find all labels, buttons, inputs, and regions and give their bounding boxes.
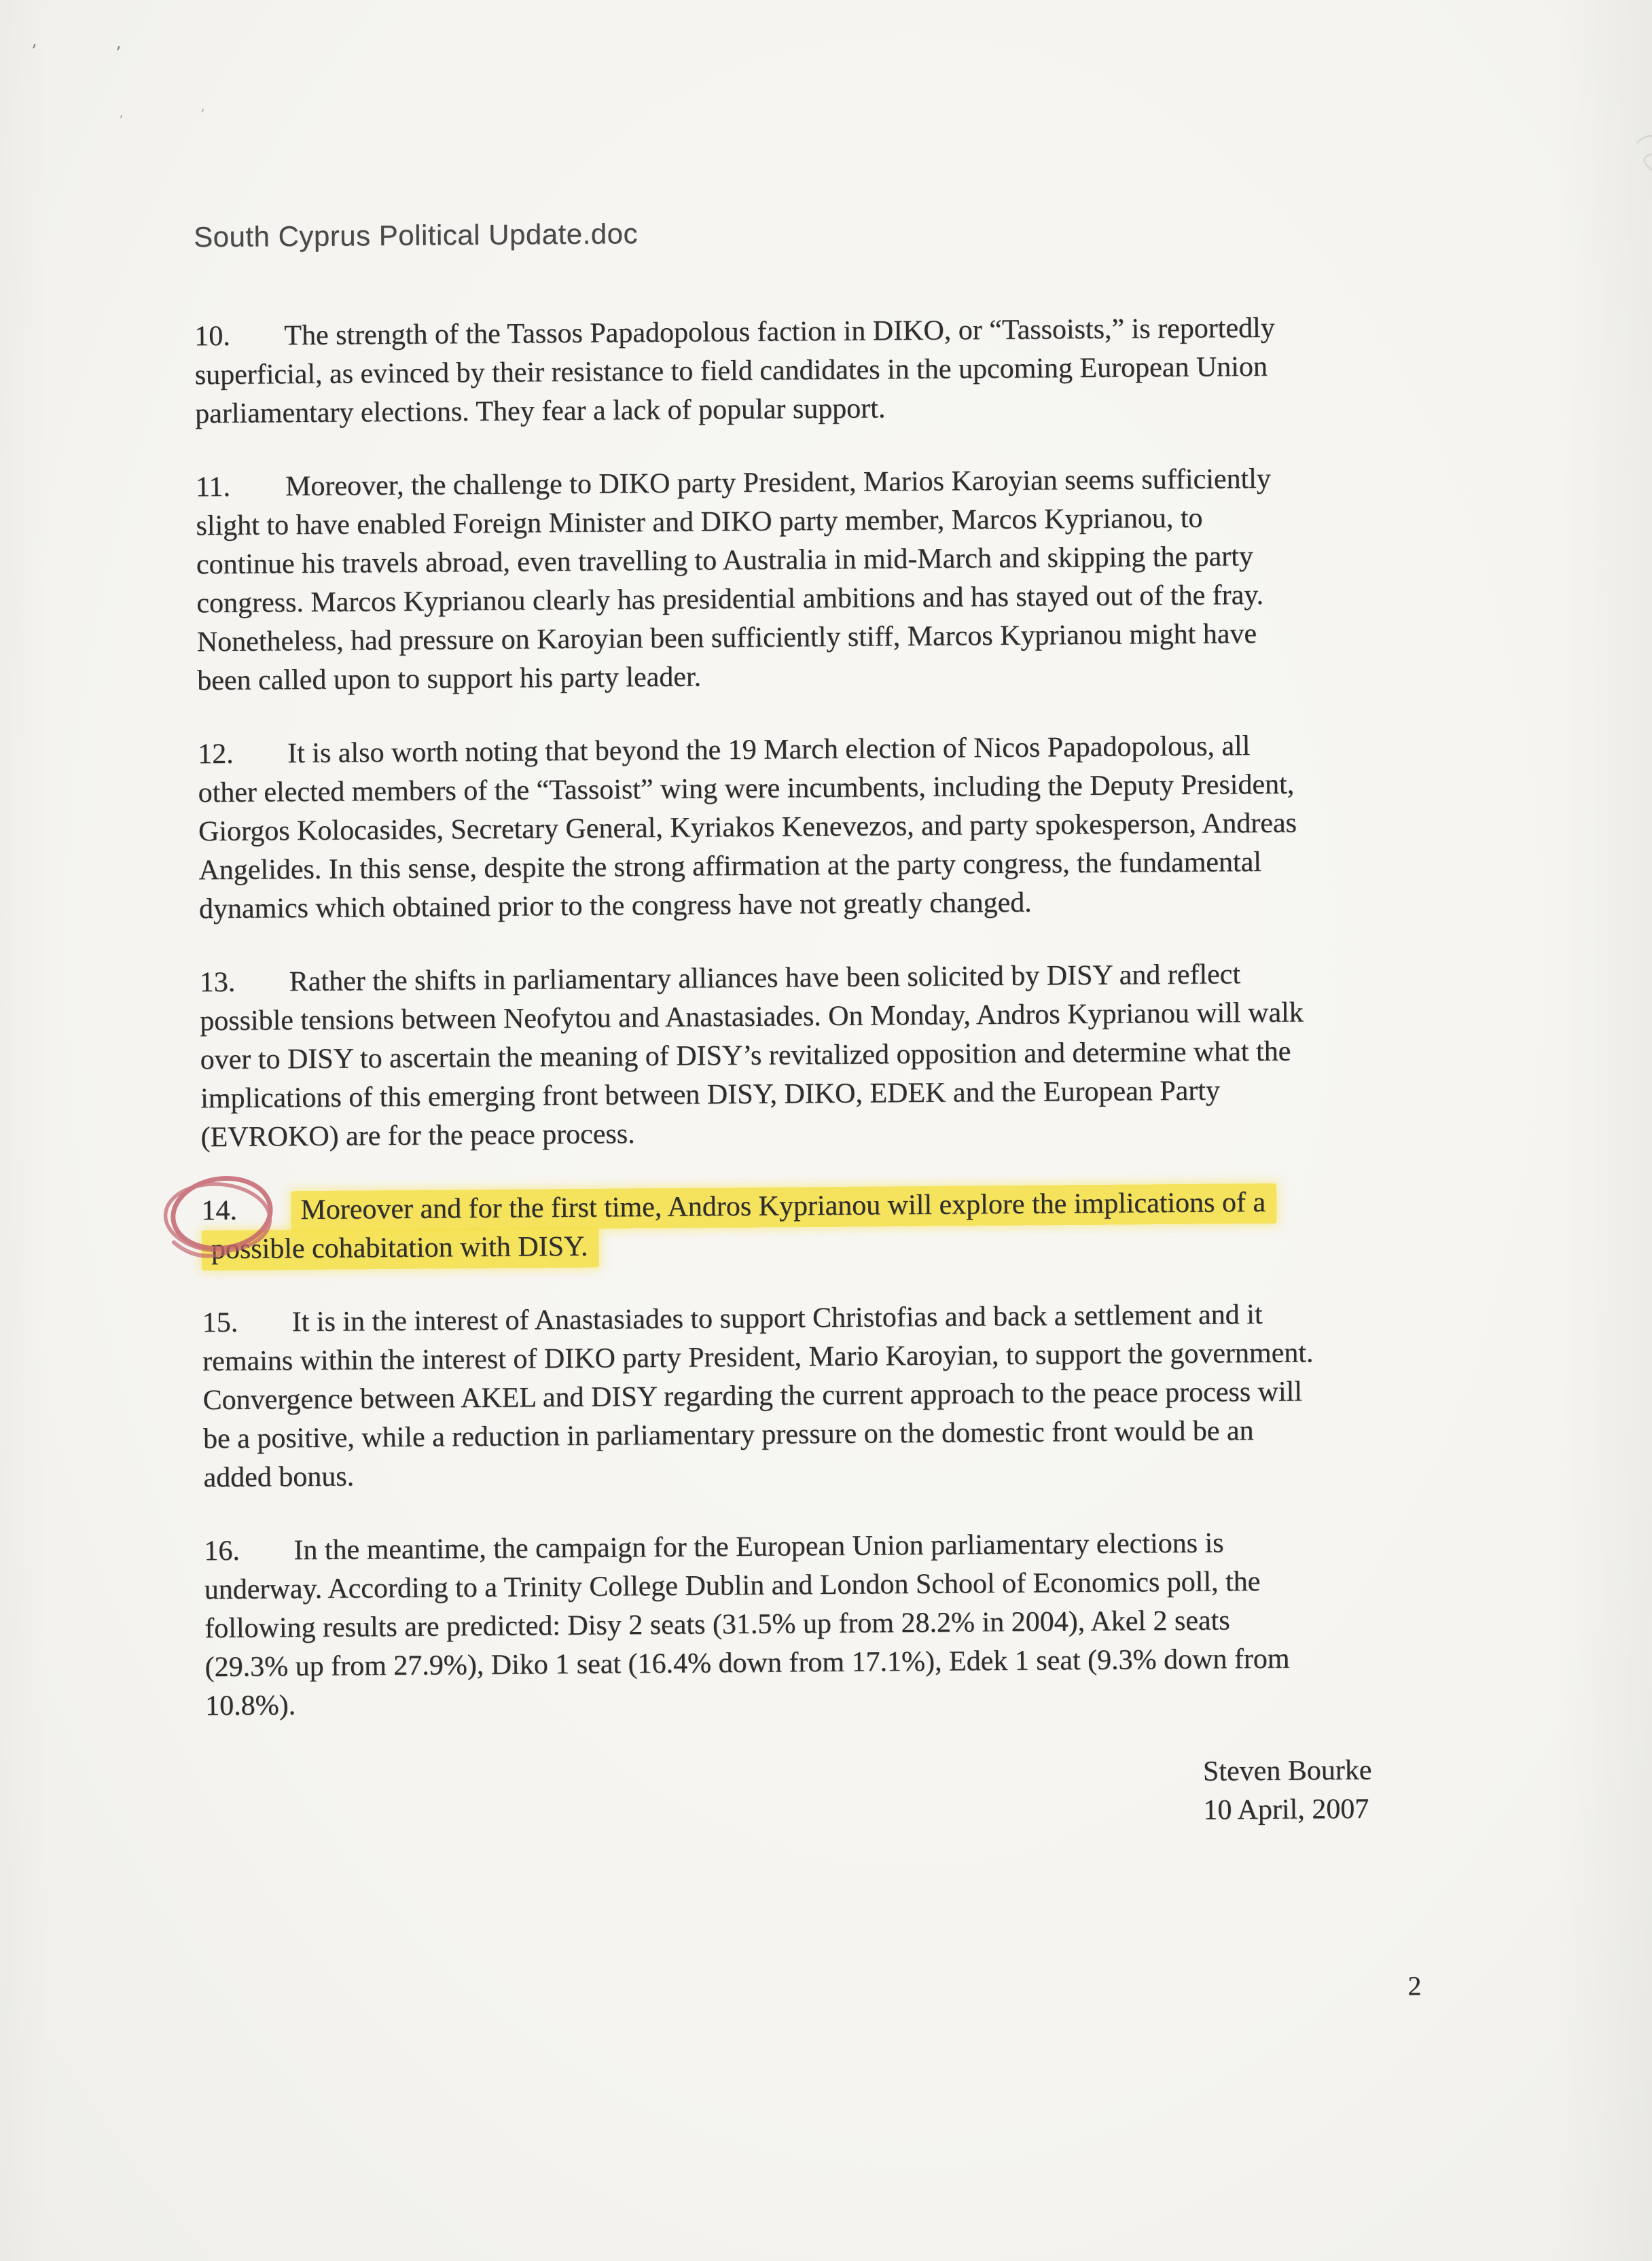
highlighted-paragraph-text: Moreover and for the first time, Andros Kyprianou will explore the implications of a possible cohabitation with DISY. [202, 1183, 1277, 1270]
page-number: 2 [1407, 1970, 1422, 2001]
paragraph-text: Moreover, the challenge to DIKO party President, Marios Karoyian seems sufficiently slight to have enabled Foreign Minister and DIKO party member, Marcos Kyprianou, to continue his travels abroad, even travelling to Australia in mid-March and skipping the party congress. Marcos Kyprianou clearly has presidential ambitions and has stayed out of the fray. Nonetheless, had pressure on Karoyian been sufficiently stiff, Marcos Kyprianou might have been called upon to support his party leader. [196, 463, 1272, 697]
paragraph-number: 15. [202, 1306, 238, 1339]
scan-speck: ’ [115, 43, 122, 65]
paragraph-10 [194, 307, 1479, 433]
paragraph-16 [204, 1522, 1489, 1726]
paragraph-text: Rather the shifts in parliamentary alliances have been solicited by DISY and reflect possible tensions between Neofytou and Anastasiades. On Monday, Andros Kyprianou will walk over to DISY to ascertain the meaning of DISY’s revitalized opposition and determine what the implications of this emerging front between DISY, DIKO, EDEK and the European Party (EVROKO) are for the peace process. [200, 959, 1304, 1154]
paragraph-number-circled: 14. [201, 1194, 238, 1227]
paragraph-number: 13. [199, 966, 236, 999]
document-body [194, 307, 1490, 1838]
paragraph-number: 11. [195, 471, 231, 503]
scan-hair-mark [1609, 115, 1652, 211]
signature-block: Steven Bourke 10 April, 2007 [1202, 1754, 1372, 1826]
paragraph-text: It is in the interest of Anastasiades to support Christofias and back a settlement and it remains within the interest of DIKO party President, Mario Karoyian, to support the government. Convergence between AKEL and DISY regarding the current approach to the peace process will be a positive, while a reduction in parliamentary pressure on the domestic front would be an added bonus. [202, 1298, 1314, 1494]
scan-speck: ’ [118, 113, 124, 130]
scan-speck: ’ [200, 107, 205, 124]
paragraph-13 [200, 953, 1485, 1157]
paragraph-text: It is also worth noting that beyond the 19 March election of Nicos Papadopolous, all other elected members of the “Tassoist” wing were incumbents, including the Deputy President, Giorgos Kolocasides, Secretary General, Kyriakos Kenevezos, and party spokesperson, Andreas Angelides. In this sense, despite the strong affirmation at the party congress, the fundamental dynamics which obtained prior to the congress have not greatly changed. [198, 730, 1297, 925]
paragraph-12 [198, 725, 1483, 929]
paragraph-number: 10. [194, 320, 230, 353]
paragraph-text: In the meantime, the campaign for the European Union parliamentary elections is underway. According to a Trinity College Dublin and London School of Economics poll, the following results are predicted: Disy 2 seats (31.5% up from 28.2% in 2004), Akel 2 seats (29.3% up from 27.9%), Diko 1 seat (16.4% down from 17.1%), Edek 1 seat (9.3% down from 10.8%). [204, 1527, 1290, 1722]
paragraph-number: 12. [197, 738, 234, 770]
paragraph-14 [201, 1181, 1486, 1269]
paragraph-text: The strength of the Tassos Papadopolous faction in DIKO, or “Tassoists,” is reportedly superficial, as evinced by their resistance to field candidates in the upcoming European Union parliamentary elections. They fear a lack of popular support. [194, 312, 1275, 430]
paragraph-number: 16. [204, 1535, 240, 1567]
document-filename: South Cyprus Political Update.doc [193, 217, 639, 253]
paragraph-11 [196, 458, 1482, 700]
scan-speck: ’ [31, 41, 37, 63]
paragraph-15 [202, 1294, 1487, 1497]
